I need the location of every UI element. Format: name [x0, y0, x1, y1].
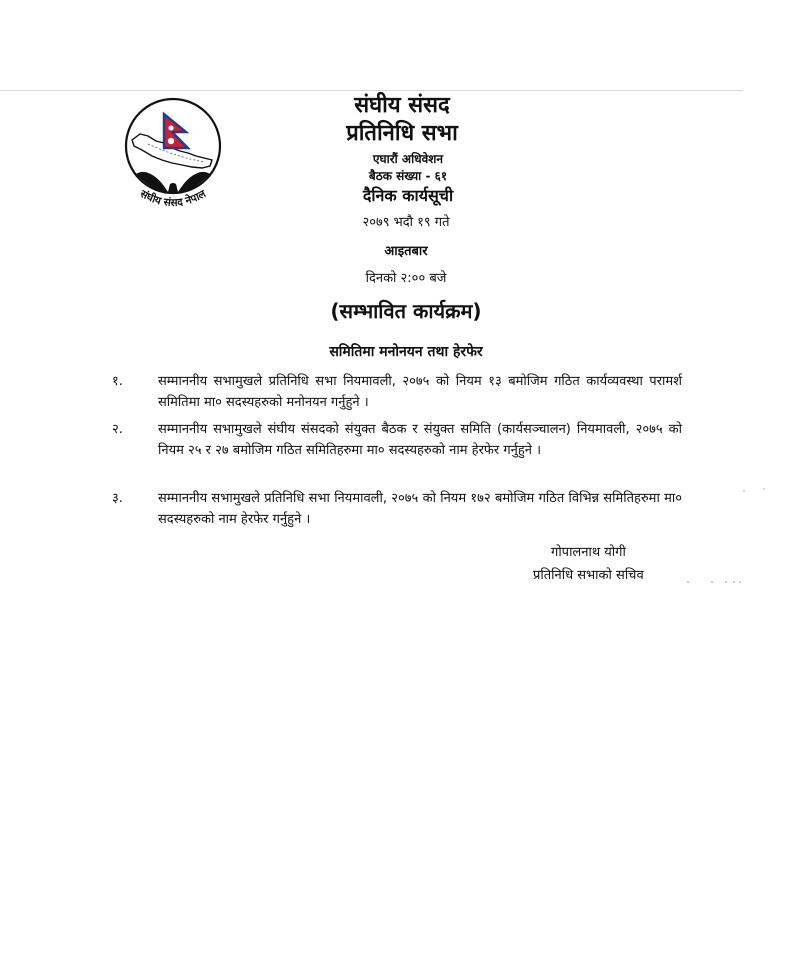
header-time: दिनको २:०० बजे [365, 271, 447, 286]
logo-text: संघीय संसद नेपाल [138, 187, 208, 210]
header-date: २०७९ भदौ १९ गते [362, 215, 450, 230]
top-divider [0, 90, 742, 91]
signatory-title: प्रतिनिधि सभाको सचिव [533, 568, 644, 583]
agenda-item-number: २. [112, 422, 123, 437]
header-meeting-number: बैठक संख्या - ६१ [368, 169, 448, 183]
header-session: एघारौं अधिवेशन [372, 152, 444, 166]
agenda-item-number: ३. [112, 491, 123, 506]
scan-specks [740, 486, 770, 494]
section-heading: समितिमा मनोनयन तथा हेरफेर [329, 344, 483, 360]
header-parliament: संघीय संसद [354, 93, 450, 118]
program-title: (सम्भावित कार्यक्रम) [330, 299, 482, 323]
agenda-item-text: सम्माननीय सभामुखले प्रतिनिधि सभा नियमावली, २०७५ को नियम १७२ बमोजिम गठित विभिन्न समितिहरुमा मा० सदस्यहरुको नाम हेरफेर गर्नुहुने । [158, 491, 682, 527]
signatory-name: गोपालनाथ योगी [551, 545, 626, 560]
header-house: प्रतिनिधि सभा [346, 121, 458, 146]
agenda-item-text: सम्माननीय सभामुखले प्रतिनिधि सभा नियमावली, २०७५ को नियम १३ बमोजिम गठित कार्यव्यवस्था परामर्श समितिमा मा० सदस्यहरुको मनोनयन गर्नुहुने । [158, 374, 682, 410]
scan-specks [676, 578, 746, 586]
header-day: आइतबार [384, 244, 428, 259]
agenda-item-number: १. [112, 374, 123, 389]
header-daily-agenda: दैनिक कार्यसूची [362, 186, 454, 205]
agenda-item-text: सम्माननीय सभामुखले संघीय संसदको संयुक्त बैठक र संयुक्त समिति (कार्यसञ्चालन) नियमावली, २०७५ को नियम २५ र २७ बमोजिम गठित समितिहरुमा मा० सदस्यहरुको नाम हेरफेर गर्नुहुने । [158, 422, 682, 458]
